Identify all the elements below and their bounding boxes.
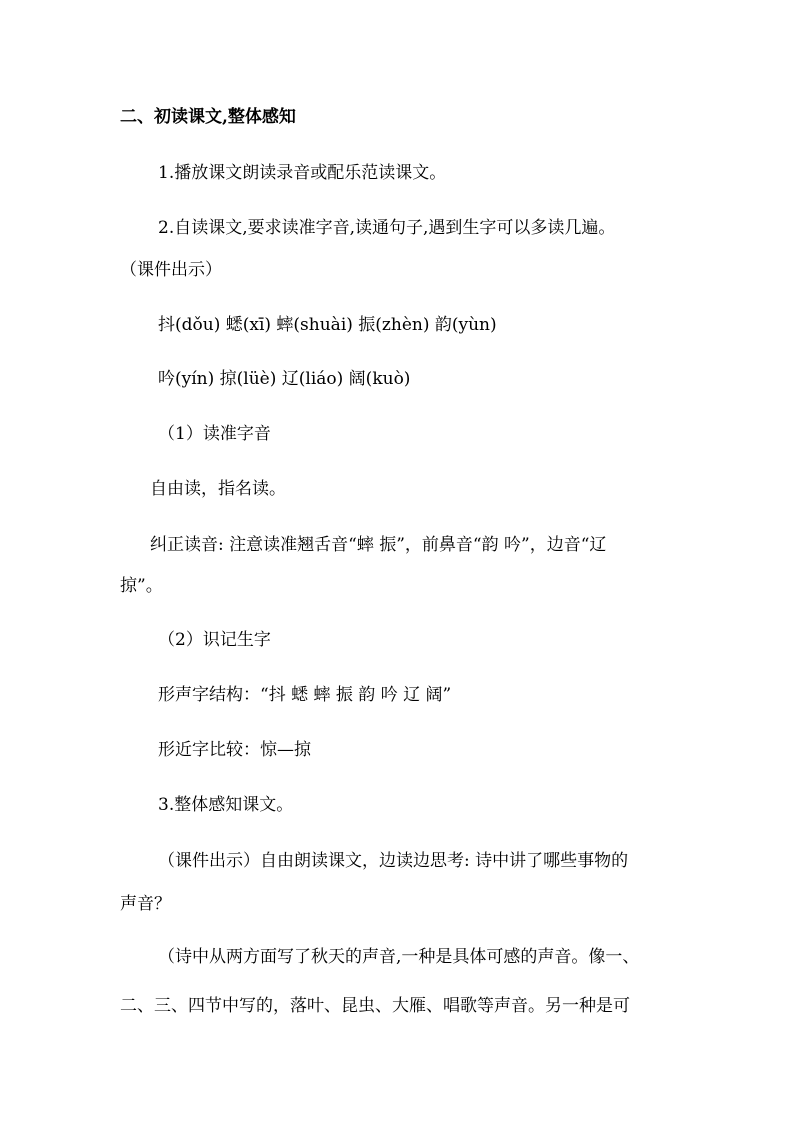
pinyin-row-2: 吟(yín) 掠(lüè) 辽(liáo) 阔(kuò)	[158, 369, 411, 389]
section-heading: 二、初读课文,整体感知	[120, 107, 296, 127]
answer-text-line-2: 二、三、四节中写的，落叶、昆虫、大雁、唱歌等声音。另一种是可	[120, 996, 630, 1016]
step-3-task-line-2: 声音？	[120, 894, 171, 914]
correction-text-line-1: 纠正读音: 注意读准翘舌音“蟀 振”，前鼻音“韵 吟”，边音“辽	[150, 535, 607, 555]
structure-text: 形声字结构：“抖 蟋 蟀 振 韵 吟 辽 阔”	[158, 685, 452, 705]
step-3-text: 3.整体感知课文。	[158, 795, 294, 815]
subsection-1-text: 自由读，指名读。	[150, 479, 286, 499]
subsection-1-title: （1）读准字音	[158, 424, 271, 444]
answer-text-line-1: （诗中从两方面写了秋天的声音,一种是具体可感的声音。像一、	[158, 947, 640, 967]
step-2-text-line-1: 2.自读课文,要求读准字音,读通句子,遇到生字可以多读几遍。	[158, 218, 616, 238]
compare-text: 形近字比较：惊—掠	[158, 740, 311, 760]
pinyin-row-1: 抖(dǒu) 蟋(xī) 蟀(shuài) 振(zhèn) 韵(yùn)	[158, 315, 497, 335]
correction-text-line-2: 掠”。	[120, 576, 163, 596]
step-2-text-line-2: （课件出示）	[120, 260, 222, 280]
subsection-2-title: （2）识记生字	[158, 630, 271, 650]
step-1-text: 1.播放课文朗读录音或配乐范读课文。	[158, 163, 447, 183]
step-3-task-line-1: （课件出示）自由朗读课文，边读边思考: 诗中讲了哪些事物的	[158, 851, 629, 871]
